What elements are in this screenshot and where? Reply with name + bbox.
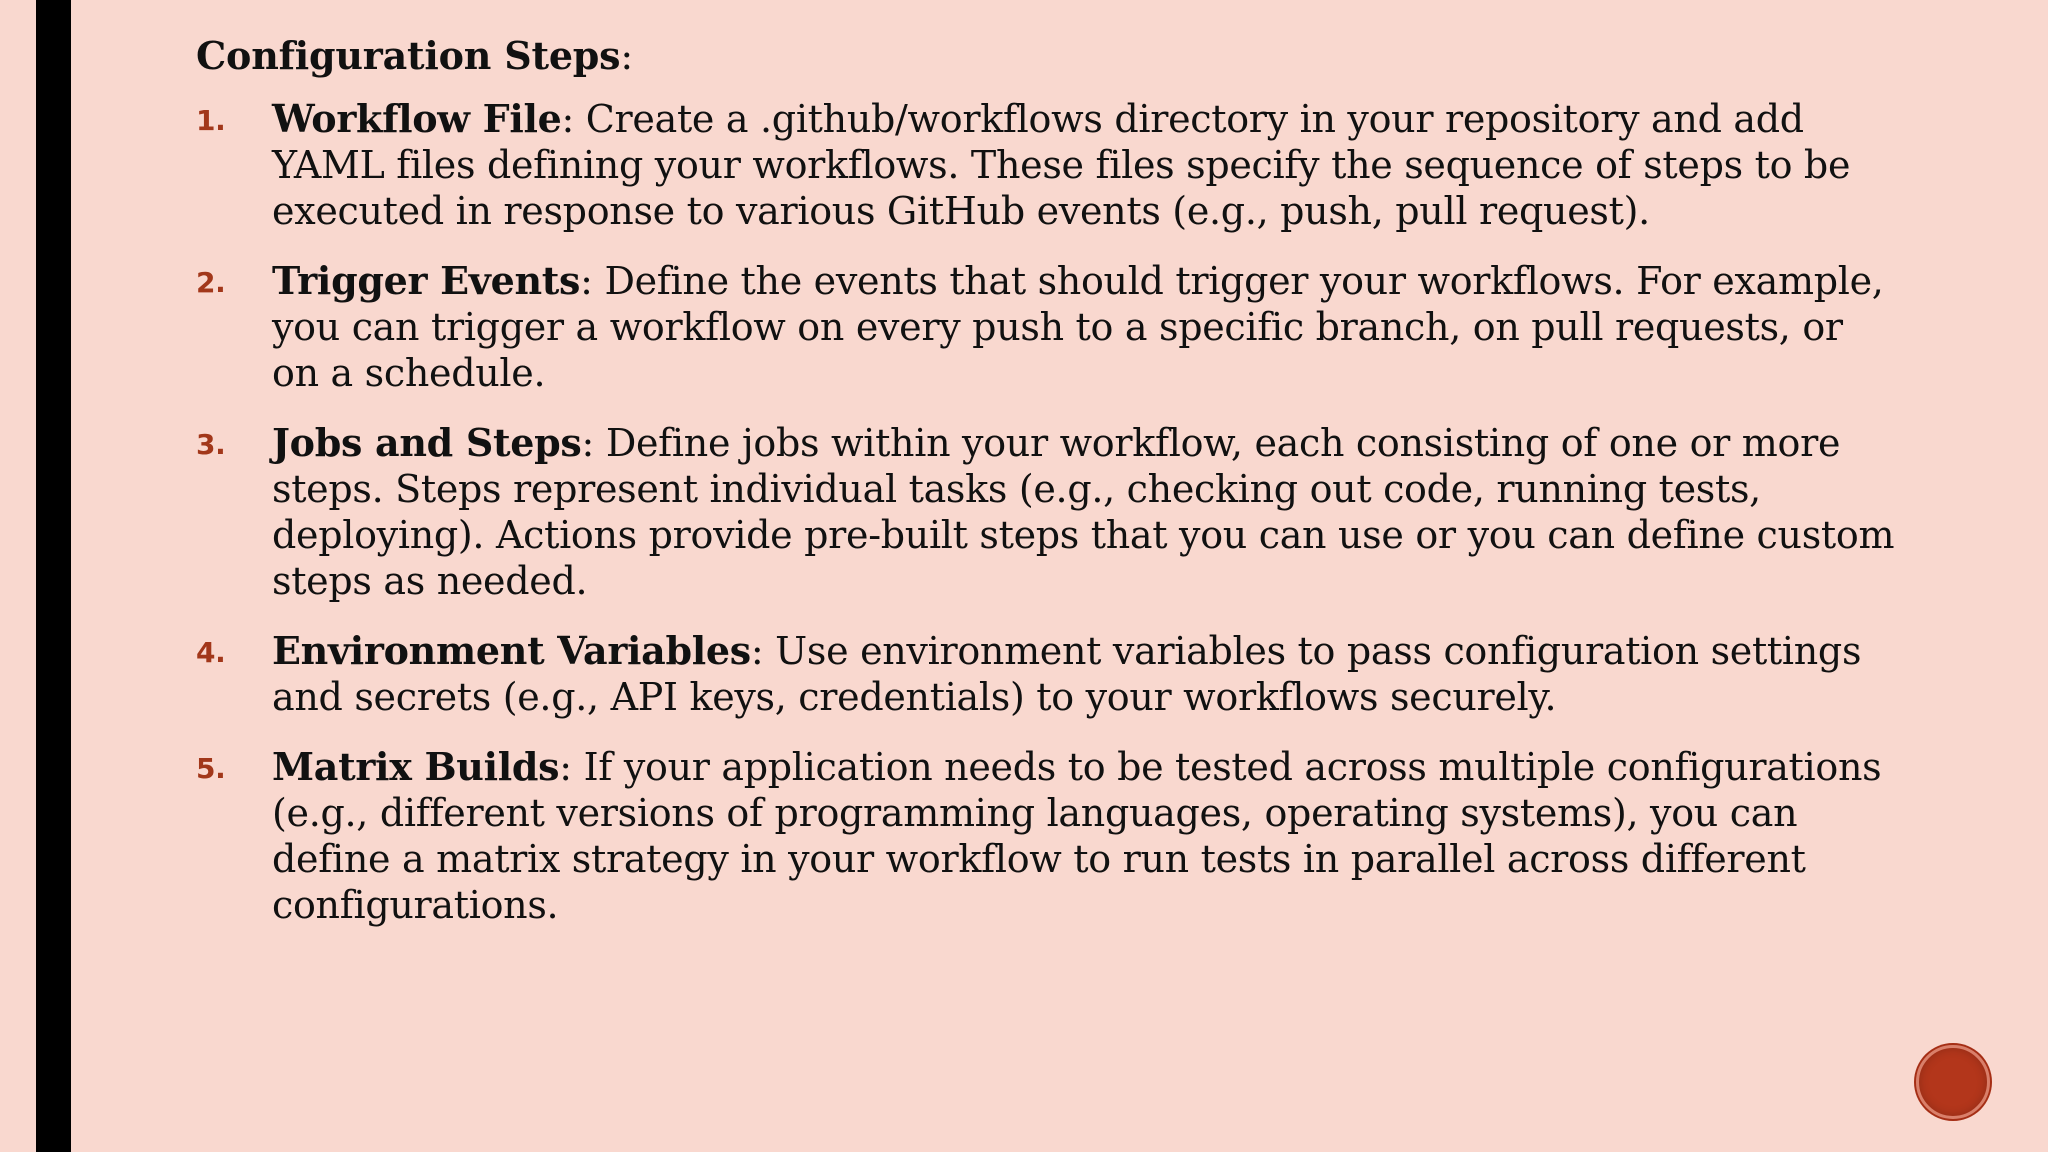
- step-text: Define jobs within your workflow, each consisting of one or more steps. Steps represent individual tasks (e.g., checking out code, running tests, deploying). Actions provide pre-built steps that you can use or you can define custom steps as needed.: [272, 421, 1895, 603]
- step-item-5: [196, 744, 1896, 928]
- slide-content: [196, 30, 1896, 952]
- step-item-2: [196, 258, 1896, 396]
- step-text: Create a .github/workflows directory in your repository and add YAML files defining your workflows. These files specify the sequence of steps to be executed in response to various GitHub events (e.g., push, pull request).: [272, 97, 1851, 233]
- step-item-1: [196, 96, 1896, 234]
- step-separator: :: [581, 421, 606, 465]
- left-accent-bar: [36, 0, 71, 1152]
- step-title: Environment Variables: [272, 628, 751, 673]
- step-separator: :: [580, 259, 605, 303]
- step-title: Trigger Events: [272, 258, 581, 303]
- step-item-3: [196, 420, 1896, 604]
- step-number: 2.: [196, 266, 226, 299]
- step-title: Matrix Builds: [272, 744, 560, 789]
- step-title: Workflow File: [272, 96, 562, 141]
- step-separator: :: [750, 629, 776, 673]
- step-item-4: [196, 628, 1896, 720]
- heading-colon: :: [620, 34, 633, 78]
- step-number: 4.: [196, 636, 226, 669]
- step-text: Use environment variables to pass configuration settings and secrets (e.g., API keys, credentials) to your workflows securely.: [272, 629, 1862, 719]
- step-text: If your application needs to be tested across multiple configurations (e.g., different versions of programming languages, operating systems), you can define a matrix strategy in your workflow to run tests in parallel across different configurations.: [272, 745, 1882, 927]
- circle-badge-icon: [1916, 1045, 1990, 1119]
- step-number: 1.: [196, 104, 226, 137]
- step-separator: :: [561, 97, 586, 141]
- step-number: 3.: [196, 428, 226, 461]
- heading-title: Configuration Steps: [196, 33, 621, 78]
- step-text: Define the events that should trigger your workflows. For example, you can trigger a workflow on every push to a specific branch, on pull requests, or on a schedule.: [272, 259, 1884, 395]
- step-separator: :: [559, 745, 584, 789]
- slide-heading: [196, 30, 1896, 82]
- steps-list: [196, 96, 1896, 928]
- step-number: 5.: [196, 752, 226, 785]
- step-title: Jobs and Steps: [272, 420, 582, 465]
